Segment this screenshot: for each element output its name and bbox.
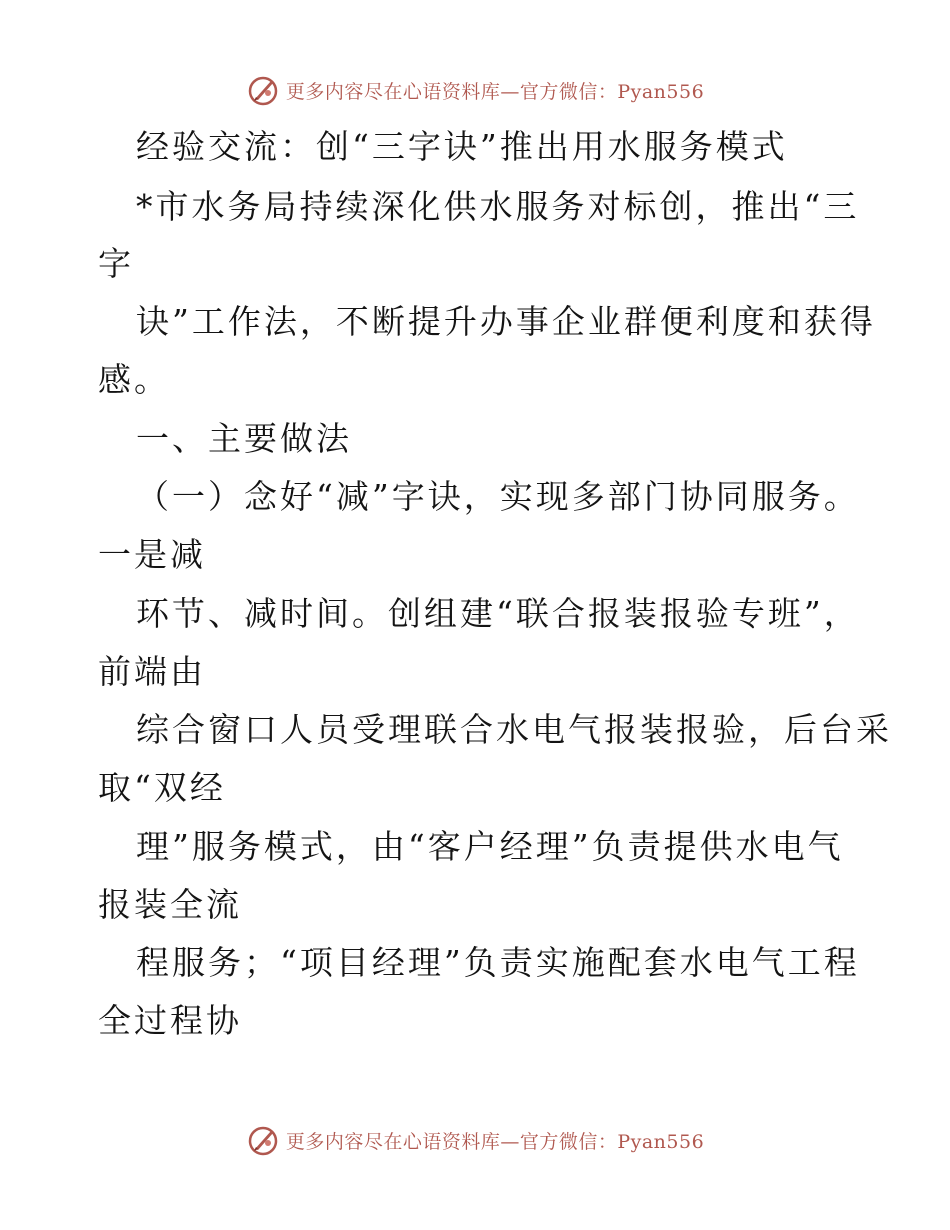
footer-watermark — [0, 1120, 950, 1160]
paragraph-line: 诀”工作法，不断提升办事企业群便利度和获得 — [136, 302, 876, 341]
paragraph-line: 报装全流 — [98, 885, 242, 924]
paragraph-line: 一是减 — [98, 535, 206, 574]
watermark-text: 更多内容尽在心语资料库—官方微信：Pyan556 — [285, 80, 705, 103]
paragraph-line: 字 — [98, 244, 134, 283]
paragraph-line: 综合窗口人员受理联合水电气报装报验，后台采 — [136, 710, 892, 749]
quill-pen-seal-icon — [246, 73, 280, 107]
subsection-heading: （一）念好“减”字诀，实现多部门协同服务。 — [136, 477, 860, 516]
quill-pen-seal-icon — [246, 1123, 280, 1157]
paragraph-line: 程服务；“项目经理”负责实施配套水电气工程 — [136, 943, 860, 982]
section-heading: 一、主要做法 — [136, 419, 352, 458]
paragraph-line: 理”服务模式，由“客户经理”负责提供水电气 — [136, 827, 844, 866]
paragraph-line: *市水务局持续深化供水服务对标创，推出“三 — [136, 187, 860, 226]
watermark-text: 更多内容尽在心语资料库—官方微信：Pyan556 — [285, 1130, 705, 1153]
paragraph-line: 取“双经 — [98, 768, 226, 807]
paragraph-line: 前端由 — [98, 652, 206, 691]
header-watermark — [0, 70, 950, 110]
paragraph-line: 全过程协 — [98, 1001, 242, 1040]
document-title: 经验交流：创“三字诀”推出用水服务模式 — [136, 127, 788, 166]
paragraph-line: 感。 — [98, 360, 170, 399]
paragraph-line: 环节、减时间。创组建“联合报装报验专班”， — [136, 594, 860, 633]
